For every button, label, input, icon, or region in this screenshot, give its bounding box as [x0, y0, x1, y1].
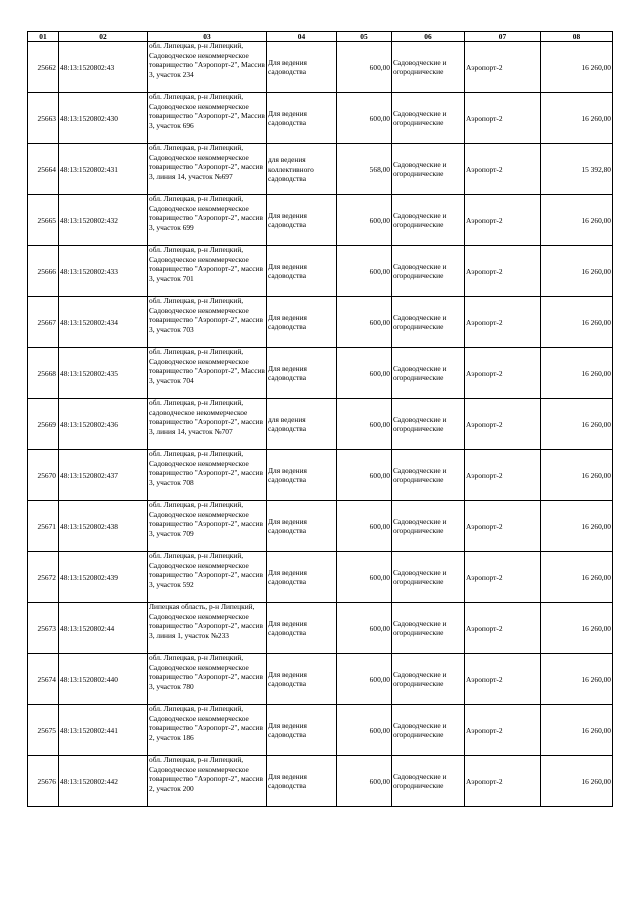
cadastral-value: 16 260,00: [541, 93, 613, 144]
record-number: 25664: [28, 144, 59, 195]
cadastral-number: 48:13:1520802:438: [59, 501, 148, 552]
permitted-use: для ведения садоводства: [267, 399, 337, 450]
cadastral-value: 16 260,00: [541, 501, 613, 552]
record-number: 25674: [28, 654, 59, 705]
address-text: обл. Липецкая, р-н Липецкий, Садоводческое некоммерческое товарищество "Аэропорт-2", массив 3, участок 701: [149, 245, 263, 283]
record-number: 25672: [28, 552, 59, 603]
area-value: 600,00: [337, 399, 392, 450]
table-row: [28, 552, 613, 603]
area-value: 600,00: [337, 246, 392, 297]
column-header-06: 06: [392, 32, 465, 42]
permitted-use: Для ведения садоводства: [267, 348, 337, 399]
zone-name: Аэропорт-2: [465, 246, 541, 297]
header-row: [28, 32, 613, 42]
cadastral-number: 48:13:1520802:432: [59, 195, 148, 246]
permitted-use: Для ведения садоводства: [267, 297, 337, 348]
column-header-08: 08: [541, 32, 613, 42]
address-text: Липецкая область, р-н Липецкий, Садоводческое некоммерческое товарищество "Аэропорт-2", массив 3, линия 1, участок №233: [149, 602, 263, 640]
zone-name: Аэропорт-2: [465, 552, 541, 603]
column-header-01: 01: [28, 32, 59, 42]
address-cell: [148, 654, 267, 705]
area-value: 600,00: [337, 93, 392, 144]
cadastral-value: 16 260,00: [541, 603, 613, 654]
address-text: обл. Липецкая, р-н Липецкий, Садоводческое некоммерческое товарищество "Аэропорт-2", массив 3, участок 699: [149, 194, 263, 232]
area-value: 600,00: [337, 705, 392, 756]
table-row: [28, 42, 613, 93]
record-number: 25676: [28, 756, 59, 807]
address-text: обл. Липецкая, р-н Липецкий, Садоводческое некоммерческое товарищество "Аэропорт-2", Массив 3, участок 704: [149, 347, 265, 385]
address-text: обл. Липецкая, р-н Липецкий, Садоводческое некоммерческое товарищество "Аэропорт-2", Массив 3, участок 696: [149, 92, 265, 130]
table-body: [28, 42, 613, 807]
cadastral-number: 48:13:1520802:431: [59, 144, 148, 195]
record-number: 25670: [28, 450, 59, 501]
zone-name: Аэропорт-2: [465, 42, 541, 93]
area-value: 568,00: [337, 144, 392, 195]
address-text: обл. Липецкая, р-н Липецкий, садоводческое некоммерческое товарищество "Аэропорт-2", массив 3, линия 14, участок №707: [149, 398, 263, 436]
table-row: [28, 705, 613, 756]
cadastral-number: 48:13:1520802:43: [59, 42, 148, 93]
cadastral-value: 16 260,00: [541, 399, 613, 450]
cadastral-value: 16 260,00: [541, 654, 613, 705]
zone-name: Аэропорт-2: [465, 297, 541, 348]
table-row: [28, 348, 613, 399]
address-text: обл. Липецкая, р-н Липецкий, Садоводческое некоммерческое товарищество "Аэропорт-2", массив 3, участок 703: [149, 296, 263, 334]
land-category: Садоводческие и огороднические: [392, 450, 465, 501]
column-header-05: 05: [337, 32, 392, 42]
cadastral-number: 48:13:1520802:434: [59, 297, 148, 348]
land-category: Садоводческие и огороднические: [392, 654, 465, 705]
permitted-use: Для ведения садоводства: [267, 246, 337, 297]
area-value: 600,00: [337, 42, 392, 93]
address-cell: [148, 348, 267, 399]
address-cell: [148, 450, 267, 501]
zone-name: Аэропорт-2: [465, 348, 541, 399]
table-row: [28, 399, 613, 450]
area-value: 600,00: [337, 552, 392, 603]
area-value: 600,00: [337, 756, 392, 807]
record-number: 25669: [28, 399, 59, 450]
zone-name: Аэропорт-2: [465, 501, 541, 552]
land-category: Садоводческие и огороднические: [392, 756, 465, 807]
cadastral-value: 16 260,00: [541, 756, 613, 807]
address-cell: [148, 756, 267, 807]
table-row: [28, 654, 613, 705]
land-category: Садоводческие и огороднические: [392, 603, 465, 654]
permitted-use: Для ведения садоводства: [267, 42, 337, 93]
cadastral-value: 16 260,00: [541, 195, 613, 246]
address-cell: [148, 705, 267, 756]
cadastral-number: 48:13:1520802:437: [59, 450, 148, 501]
table-row: [28, 501, 613, 552]
table-row: [28, 144, 613, 195]
cadastral-number: 48:13:1520802:439: [59, 552, 148, 603]
land-category: Садоводческие и огороднические: [392, 705, 465, 756]
land-category: Садоводческие и огороднические: [392, 246, 465, 297]
address-cell: [148, 144, 267, 195]
land-category: Садоводческие и огороднические: [392, 399, 465, 450]
address-cell: [148, 399, 267, 450]
column-header-03: 03: [148, 32, 267, 42]
land-category: Садоводческие и огороднические: [392, 552, 465, 603]
table-row: [28, 195, 613, 246]
cadastral-number: 48:13:1520802:436: [59, 399, 148, 450]
cadastral-number: 48:13:1520802:435: [59, 348, 148, 399]
record-number: 25665: [28, 195, 59, 246]
address-cell: [148, 603, 267, 654]
column-header-07: 07: [465, 32, 541, 42]
address-text: обл. Липецкая, р-н Липецкий, Садоводческое некоммерческое товарищество "Аэропорт-2", массив 3, участок 780: [149, 653, 263, 691]
cadastral-value: 16 260,00: [541, 552, 613, 603]
zone-name: Аэропорт-2: [465, 450, 541, 501]
record-number: 25668: [28, 348, 59, 399]
address-cell: [148, 93, 267, 144]
area-value: 600,00: [337, 297, 392, 348]
land-category: Садоводческие и огороднические: [392, 144, 465, 195]
record-number: 25673: [28, 603, 59, 654]
address-text: обл. Липецкая, р-н Липецкий, Садоводческое некоммерческое товарищество "Аэропорт-2", массив 3, линия 14, участок №697: [149, 143, 263, 181]
zone-name: Аэропорт-2: [465, 399, 541, 450]
record-number: 25666: [28, 246, 59, 297]
cadastral-value: 16 260,00: [541, 42, 613, 93]
permitted-use: для ведения коллективного садоводства: [267, 144, 337, 195]
address-cell: [148, 501, 267, 552]
cadastral-number: 48:13:1520802:441: [59, 705, 148, 756]
record-number: 25667: [28, 297, 59, 348]
cadastral-value: 16 260,00: [541, 705, 613, 756]
cadastral-value: 16 260,00: [541, 348, 613, 399]
address-text: обл. Липецкая, р-н Липецкий, Садоводческое некоммерческое товарищество "Аэропорт-2", массив 3, участок 709: [149, 500, 263, 538]
address-text: обл. Липецкая, р-н Липецкий, Садоводческое некоммерческое товарищество "Аэропорт-2", массив 3, участок 592: [149, 551, 263, 589]
area-value: 600,00: [337, 450, 392, 501]
zone-name: Аэропорт-2: [465, 654, 541, 705]
area-value: 600,00: [337, 501, 392, 552]
permitted-use: Для ведения садоводства: [267, 756, 337, 807]
address-cell: [148, 297, 267, 348]
table-row: [28, 756, 613, 807]
area-value: 600,00: [337, 195, 392, 246]
address-text: обл. Липецкая, р-н Липецкий, Садоводческое некоммерческое товарищество "Аэропорт-2", массив 2, участок 186: [149, 704, 263, 742]
permitted-use: Для ведения садоводства: [267, 603, 337, 654]
permitted-use: Для ведения садоводства: [267, 501, 337, 552]
land-category: Садоводческие и огороднические: [392, 42, 465, 93]
permitted-use: Для ведения садоводства: [267, 654, 337, 705]
table-row: [28, 450, 613, 501]
table-row: [28, 603, 613, 654]
area-value: 600,00: [337, 654, 392, 705]
column-header-02: 02: [59, 32, 148, 42]
area-value: 600,00: [337, 603, 392, 654]
cadastral-value: 15 392,80: [541, 144, 613, 195]
cadastral-number: 48:13:1520802:433: [59, 246, 148, 297]
table-row: [28, 93, 613, 144]
permitted-use: Для ведения садоводства: [267, 705, 337, 756]
cadastral-number: 48:13:1520802:442: [59, 756, 148, 807]
record-number: 25675: [28, 705, 59, 756]
address-text: обл. Липецкая, р-н Липецкий, Садоводческое некоммерческое товарищество "Аэропорт-2", массив 3, участок 708: [149, 449, 263, 487]
land-category: Садоводческие и огороднические: [392, 93, 465, 144]
land-category: Садоводческие и огороднические: [392, 195, 465, 246]
land-category: Садоводческие и огороднические: [392, 348, 465, 399]
zone-name: Аэропорт-2: [465, 93, 541, 144]
permitted-use: Для ведения садоводства: [267, 450, 337, 501]
permitted-use: Для ведения садоводства: [267, 195, 337, 246]
land-category: Садоводческие и огороднические: [392, 501, 465, 552]
address-cell: [148, 246, 267, 297]
record-number: 25671: [28, 501, 59, 552]
address-text: обл. Липецкая, р-н Липецкий, Садоводческое некоммерческое товарищество "Аэропорт-2", Массив 3, участок 234: [149, 41, 265, 79]
zone-name: Аэропорт-2: [465, 756, 541, 807]
record-number: 25662: [28, 42, 59, 93]
record-number: 25663: [28, 93, 59, 144]
permitted-use: Для ведения садоводства: [267, 552, 337, 603]
cadastral-value: 16 260,00: [541, 297, 613, 348]
land-category: Садоводческие и огороднические: [392, 297, 465, 348]
area-value: 600,00: [337, 348, 392, 399]
column-header-04: 04: [267, 32, 337, 42]
land-registry-table: [27, 31, 613, 807]
cadastral-number: 48:13:1520802:44: [59, 603, 148, 654]
zone-name: Аэропорт-2: [465, 705, 541, 756]
permitted-use: Для ведения садоводства: [267, 93, 337, 144]
cadastral-number: 48:13:1520802:430: [59, 93, 148, 144]
address-cell: [148, 195, 267, 246]
address-text: обл. Липецкая, р-н Липецкий, Садоводческое некоммерческое товарищество "Аэропорт-2", массив 2, участок 200: [149, 755, 263, 793]
table-row: [28, 246, 613, 297]
cadastral-value: 16 260,00: [541, 246, 613, 297]
address-cell: [148, 42, 267, 93]
zone-name: Аэропорт-2: [465, 603, 541, 654]
address-cell: [148, 552, 267, 603]
zone-name: Аэропорт-2: [465, 195, 541, 246]
cadastral-number: 48:13:1520802:440: [59, 654, 148, 705]
cadastral-value: 16 260,00: [541, 450, 613, 501]
zone-name: Аэропорт-2: [465, 144, 541, 195]
table-row: [28, 297, 613, 348]
